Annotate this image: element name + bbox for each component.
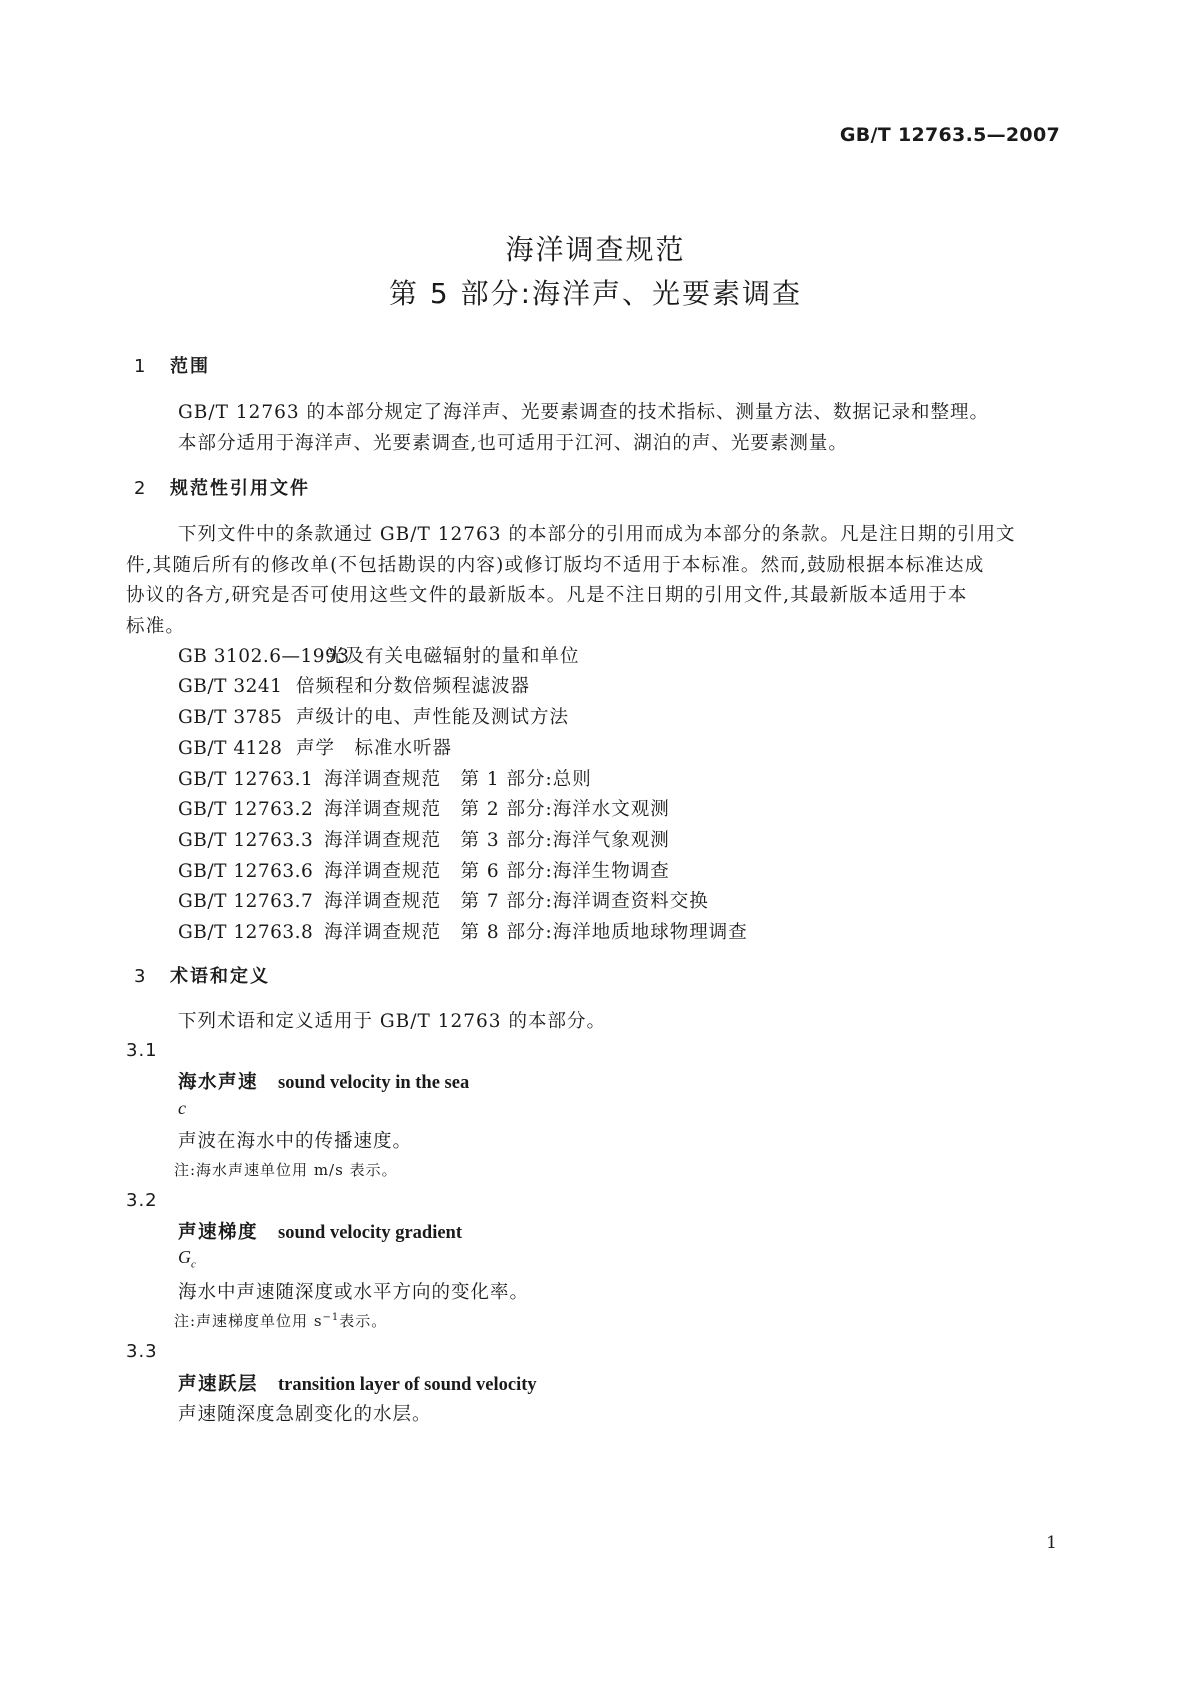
term-english: transition layer of sound velocity <box>278 1375 537 1395</box>
reference-item <box>178 642 580 668</box>
term-english: sound velocity in the sea <box>278 1073 470 1093</box>
standard-code: GB/T 12763.5—2007 <box>839 124 1060 146</box>
document-subtitle: 第 5 部分:海洋声、光要素调查 <box>388 277 803 310</box>
term-chinese: 声速梯度 <box>178 1222 259 1243</box>
paragraph-line: 标准。 <box>126 616 186 637</box>
section-3-heading <box>134 962 270 988</box>
note-text: 注:声速梯度单位用 s <box>174 1312 323 1330</box>
reference-item <box>178 765 592 791</box>
reference-item <box>178 857 670 883</box>
term-english: sound velocity gradient <box>278 1223 462 1243</box>
reference-title: 海洋调查规范 第 1 部分:总则 <box>324 769 592 790</box>
reference-code: GB/T 12763.6 <box>178 861 314 882</box>
term-entry <box>178 1370 537 1396</box>
reference-code: GB/T 3785 <box>178 707 283 728</box>
reference-title: 海洋调查规范 第 3 部分:海洋气象观测 <box>324 830 670 851</box>
note-text: 表示。 <box>339 1312 388 1330</box>
reference-item <box>178 672 530 698</box>
reference-item <box>178 826 670 852</box>
section-title: 范围 <box>170 356 210 377</box>
paragraph: 本部分适用于海洋声、光要素调查,也可适用于江河、湖泊的声、光要素测量。 <box>178 433 848 454</box>
section-2-heading <box>134 474 310 500</box>
reference-item <box>178 795 670 821</box>
term-definition: 声波在海水中的传播速度。 <box>178 1131 413 1152</box>
term-symbol <box>178 1247 196 1271</box>
term-chinese: 海水声速 <box>178 1072 259 1093</box>
clause-number: 3.3 <box>126 1341 158 1362</box>
term-entry <box>178 1218 462 1244</box>
paragraph: GB/T 12763 的本部分规定了海洋声、光要素调查的技术指标、测量方法、数据记录和整理。 <box>178 402 990 423</box>
clause-number: 3.2 <box>126 1190 158 1211</box>
reference-title: 海洋调查规范 第 8 部分:海洋地质地球物理调查 <box>324 922 748 943</box>
term-definition: 海水中声速随深度或水平方向的变化率。 <box>178 1282 530 1303</box>
term-definition: 声速随深度急剧变化的水层。 <box>178 1404 432 1425</box>
reference-title: 声级计的电、声性能及测试方法 <box>296 707 570 728</box>
section-number: 2 <box>134 478 146 499</box>
clause-number: 3.1 <box>126 1040 158 1061</box>
section-title: 术语和定义 <box>170 966 270 987</box>
paragraph: 下列术语和定义适用于 GB/T 12763 的本部分。 <box>178 1011 606 1032</box>
reference-title: 海洋调查规范 第 2 部分:海洋水文观测 <box>324 799 670 820</box>
reference-title: 倍频程和分数倍频程滤波器 <box>296 676 531 697</box>
reference-item <box>178 703 569 729</box>
section-number: 1 <box>134 356 146 377</box>
page-number: 1 <box>1046 1533 1057 1553</box>
reference-code: GB 3102.6—1993 <box>178 646 350 667</box>
section-title: 规范性引用文件 <box>170 478 310 499</box>
symbol-subscript: c <box>191 1258 196 1271</box>
term-symbol: c <box>178 1098 186 1118</box>
paragraph-line: 下列文件中的条款通过 GB/T 12763 的本部分的引用而成为本部分的条款。凡是注日期的引用文 <box>178 524 1016 545</box>
paragraph-line: 件,其随后所有的修改单(不包括勘误的内容)或修订版均不适用于本标准。然而,鼓励根据本标准达成 <box>126 555 985 576</box>
reference-code: GB/T 12763.3 <box>178 830 314 851</box>
reference-code: GB/T 4128 <box>178 738 283 759</box>
term-entry <box>178 1068 469 1094</box>
section-number: 3 <box>134 966 146 987</box>
term-note <box>174 1310 387 1331</box>
paragraph-line: 协议的各方,研究是否可使用这些文件的最新版本。凡是不注日期的引用文件,其最新版本适用于本 <box>126 585 968 606</box>
term-chinese: 声速跃层 <box>178 1374 259 1395</box>
section-1-heading <box>134 352 210 378</box>
reference-code: GB/T 12763.2 <box>178 799 314 820</box>
note-superscript: −1 <box>322 1312 340 1323</box>
symbol-main: G <box>178 1247 191 1267</box>
document-title: 海洋调查规范 <box>505 233 686 266</box>
reference-title: 声学 标准水听器 <box>296 738 453 759</box>
reference-code: GB/T 12763.8 <box>178 922 314 943</box>
reference-item <box>178 887 709 913</box>
reference-title: 海洋调查规范 第 6 部分:海洋生物调查 <box>324 861 670 882</box>
reference-title: 海洋调查规范 第 7 部分:海洋调查资料交换 <box>324 891 709 912</box>
reference-code: GB/T 12763.1 <box>178 769 314 790</box>
term-note: 注:海水声速单位用 m/s 表示。 <box>174 1161 398 1179</box>
reference-code: GB/T 12763.7 <box>178 891 314 912</box>
reference-item <box>178 918 748 944</box>
reference-code: GB/T 3241 <box>178 676 283 697</box>
reference-title: 光及有关电磁辐射的量和单位 <box>326 646 580 667</box>
reference-item <box>178 734 452 760</box>
